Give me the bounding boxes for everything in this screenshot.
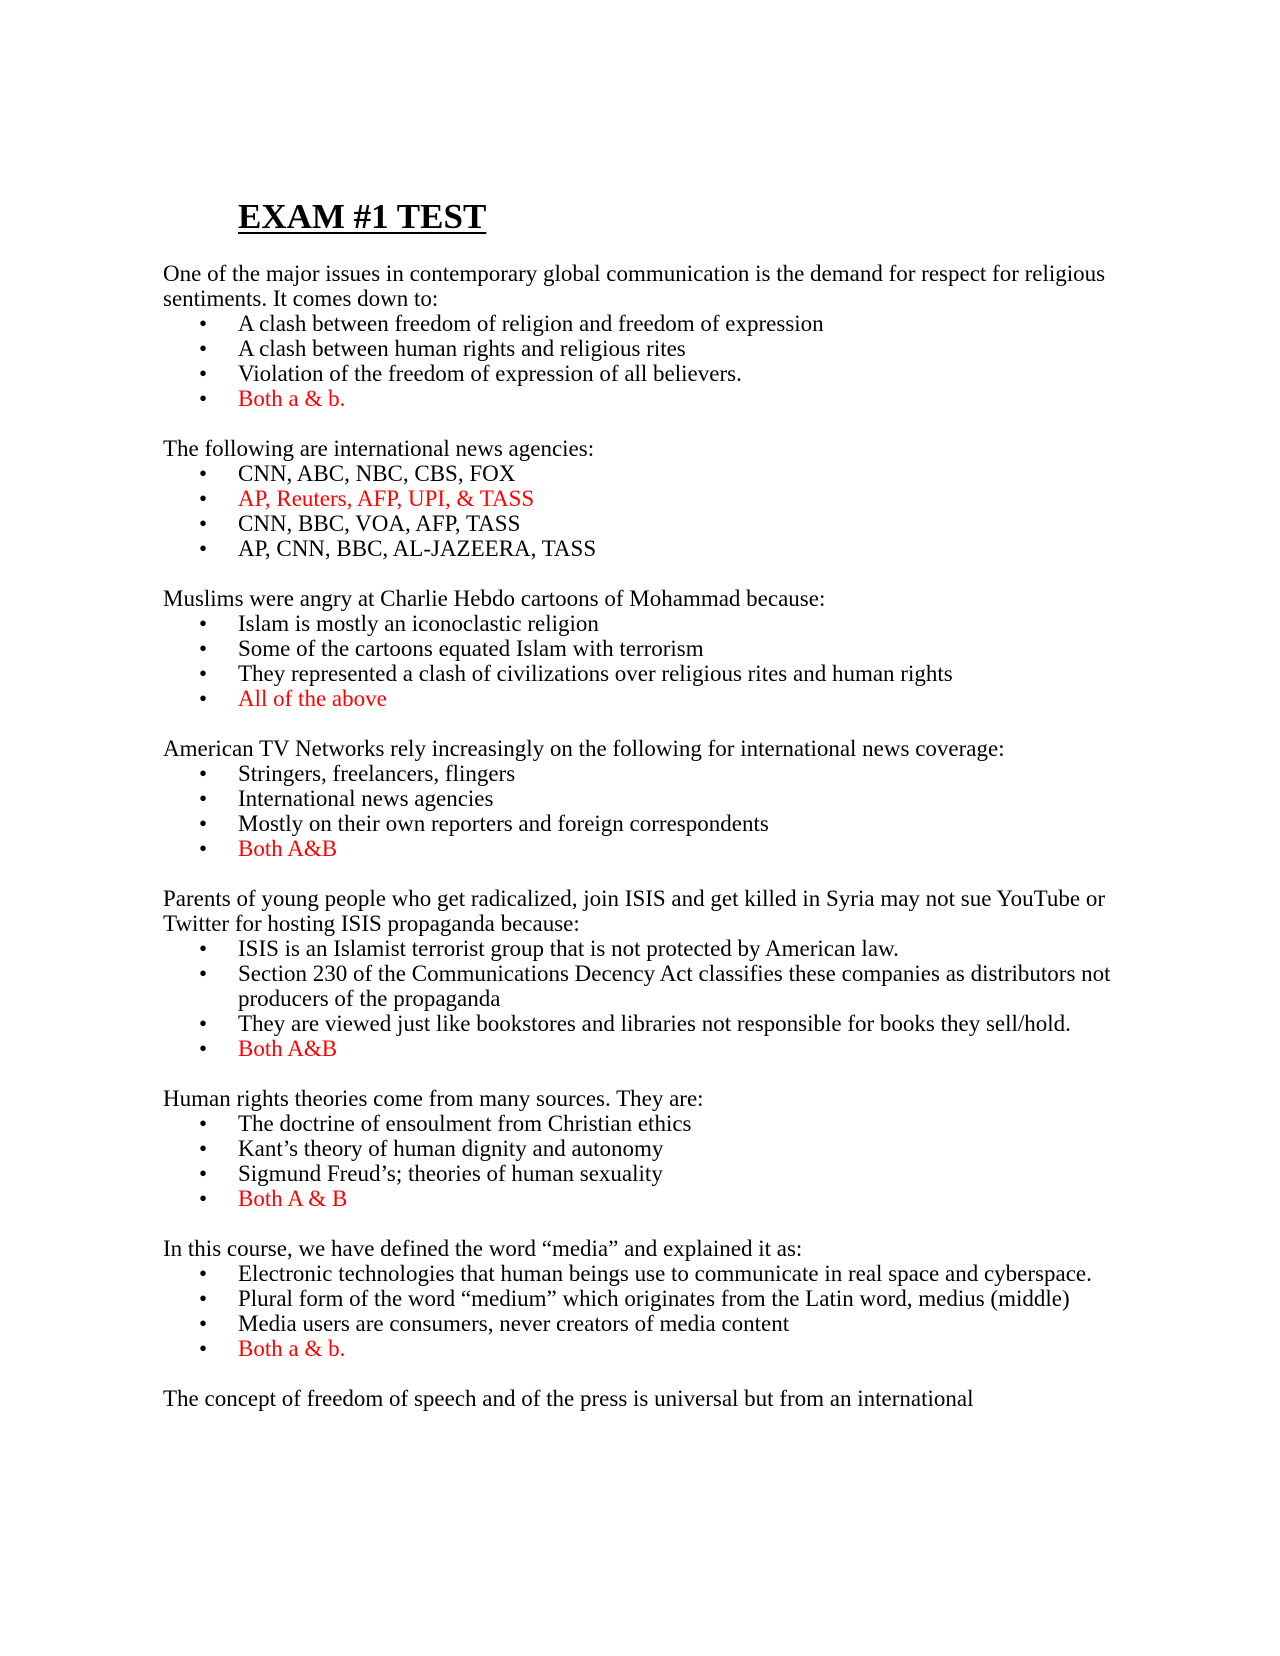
option-list: [163, 1261, 1123, 1361]
option-text: They are viewed just like bookstores and libraries not responsible for books they sell/hold.: [238, 1011, 1071, 1036]
option-c: [163, 1161, 1123, 1186]
question-prompt: The following are international news agencies:: [163, 436, 595, 461]
question-prompt: Parents of young people who get radicalized, join ISIS and get killed in Syria may not sue YouTube or Twitter for hosting ISIS propaganda because:: [163, 886, 1106, 936]
bullet-icon: •: [199, 611, 208, 636]
option-b: [163, 1136, 1123, 1161]
option-c: [163, 511, 1123, 536]
option-c: [163, 811, 1123, 836]
option-text: Some of the cartoons equated Islam with terrorism: [238, 636, 704, 661]
question-prompt: Human rights theories come from many sources. They are:: [163, 1086, 704, 1111]
option-text: Islam is mostly an iconoclastic religion: [238, 611, 599, 636]
question-2: [163, 436, 1123, 561]
bullet-icon: •: [199, 1011, 208, 1036]
question-6: [163, 1086, 1123, 1211]
option-list: [163, 611, 1123, 711]
option-d-answer: [163, 1186, 1123, 1211]
bullet-icon: •: [199, 936, 208, 961]
question-prompt: American TV Networks rely increasingly on the following for international news coverage:: [163, 736, 1005, 761]
option-d-answer: [163, 1036, 1123, 1061]
option-d-answer: [163, 386, 1123, 411]
option-text: Section 230 of the Communications Decency Act classifies these companies as distributors not producers of the propaganda: [238, 961, 1111, 1011]
bullet-icon: •: [199, 761, 208, 786]
option-text: CNN, ABC, NBC, CBS, FOX: [238, 461, 516, 486]
option-text: Both a & b.: [238, 386, 346, 411]
option-a: [163, 1111, 1123, 1136]
bullet-icon: •: [199, 1336, 208, 1361]
question-4: [163, 736, 1123, 861]
bullet-icon: •: [199, 311, 208, 336]
question-7: [163, 1236, 1123, 1361]
option-list: [163, 311, 1123, 411]
option-b-answer: [163, 486, 1123, 511]
option-d-answer: [163, 1336, 1123, 1361]
bullet-icon: •: [199, 1161, 208, 1186]
question-prompt: One of the major issues in contemporary global communication is the demand for respect for religious sentiments. It comes down to:: [163, 261, 1106, 311]
option-text: A clash between human rights and religious rites: [238, 336, 686, 361]
option-text: Plural form of the word “medium” which originates from the Latin word, medius (middle): [238, 1286, 1070, 1311]
question-prompt: Muslims were angry at Charlie Hebdo cartoons of Mohammad because:: [163, 586, 826, 611]
option-text: AP, CNN, BBC, AL-JAZEERA, TASS: [238, 536, 597, 561]
option-b: [163, 786, 1123, 811]
question-list: [163, 261, 1123, 1411]
option-list: [163, 461, 1123, 561]
option-text: Both A & B: [238, 1186, 348, 1211]
bullet-icon: •: [199, 1036, 208, 1061]
bullet-icon: •: [199, 1111, 208, 1136]
option-text: A clash between freedom of religion and freedom of expression: [238, 311, 824, 336]
question-3: [163, 586, 1123, 711]
option-text: Electronic technologies that human beings use to communicate in real space and cyberspace.: [238, 1261, 1092, 1286]
option-a: [163, 611, 1123, 636]
option-text: They represented a clash of civilizations over religious rites and human rights: [238, 661, 953, 686]
bullet-icon: •: [199, 686, 208, 711]
bullet-icon: •: [199, 836, 208, 861]
question-5: [163, 886, 1123, 1061]
page-title: EXAM #1 TEST: [238, 197, 487, 236]
option-b: [163, 961, 1123, 1011]
option-text: International news agencies: [238, 786, 494, 811]
option-text: ISIS is an Islamist terrorist group that is not protected by American law.: [238, 936, 899, 961]
option-d-answer: [163, 686, 1123, 711]
option-c: [163, 1311, 1123, 1336]
bullet-icon: •: [199, 961, 208, 986]
question-8-prompt: The concept of freedom of speech and of the press is universal but from an international: [163, 1386, 974, 1411]
option-d: [163, 536, 1123, 561]
option-list: [163, 761, 1123, 861]
option-text: The doctrine of ensoulment from Christian ethics: [238, 1111, 692, 1136]
bullet-icon: •: [199, 1286, 208, 1311]
bullet-icon: •: [199, 636, 208, 661]
bullet-icon: •: [199, 536, 208, 561]
option-a: [163, 761, 1123, 786]
bullet-icon: •: [199, 361, 208, 386]
option-list: [163, 936, 1123, 1061]
option-d-answer: [163, 836, 1123, 861]
option-text: All of the above: [238, 686, 387, 711]
bullet-icon: •: [199, 1261, 208, 1286]
option-c: [163, 361, 1123, 386]
option-text: CNN, BBC, VOA, AFP, TASS: [238, 511, 521, 536]
option-text: Stringers, freelancers, flingers: [238, 761, 516, 786]
option-text: Mostly on their own reporters and foreign correspondents: [238, 811, 769, 836]
bullet-icon: •: [199, 1136, 208, 1161]
option-text: Both A&B: [238, 1036, 338, 1061]
option-b: [163, 336, 1123, 361]
option-b: [163, 1286, 1123, 1311]
bullet-icon: •: [199, 1186, 208, 1211]
option-text: AP, Reuters, AFP, UPI, & TASS: [238, 486, 535, 511]
bullet-icon: •: [199, 461, 208, 486]
bullet-icon: •: [199, 786, 208, 811]
bullet-icon: •: [199, 811, 208, 836]
option-a: [163, 461, 1123, 486]
bullet-icon: •: [199, 511, 208, 536]
question-1: [163, 261, 1123, 411]
option-text: Violation of the freedom of expression of all believers.: [238, 361, 742, 386]
option-text: Both a & b.: [238, 1336, 346, 1361]
bullet-icon: •: [199, 661, 208, 686]
option-c: [163, 661, 1123, 686]
option-text: Media users are consumers, never creators of media content: [238, 1311, 790, 1336]
option-c: [163, 1011, 1123, 1036]
bullet-icon: •: [199, 1311, 208, 1336]
option-a: [163, 311, 1123, 336]
option-text: Sigmund Freud’s; theories of human sexuality: [238, 1161, 663, 1186]
option-b: [163, 636, 1123, 661]
option-list: [163, 1111, 1123, 1211]
option-a: [163, 936, 1123, 961]
option-a: [163, 1261, 1123, 1286]
bullet-icon: •: [199, 336, 208, 361]
bullet-icon: •: [199, 386, 208, 411]
bullet-icon: •: [199, 486, 208, 511]
option-text: Kant’s theory of human dignity and autonomy: [238, 1136, 664, 1161]
option-text: Both A&B: [238, 836, 338, 861]
question-prompt: In this course, we have defined the word “media” and explained it as:: [163, 1236, 803, 1261]
